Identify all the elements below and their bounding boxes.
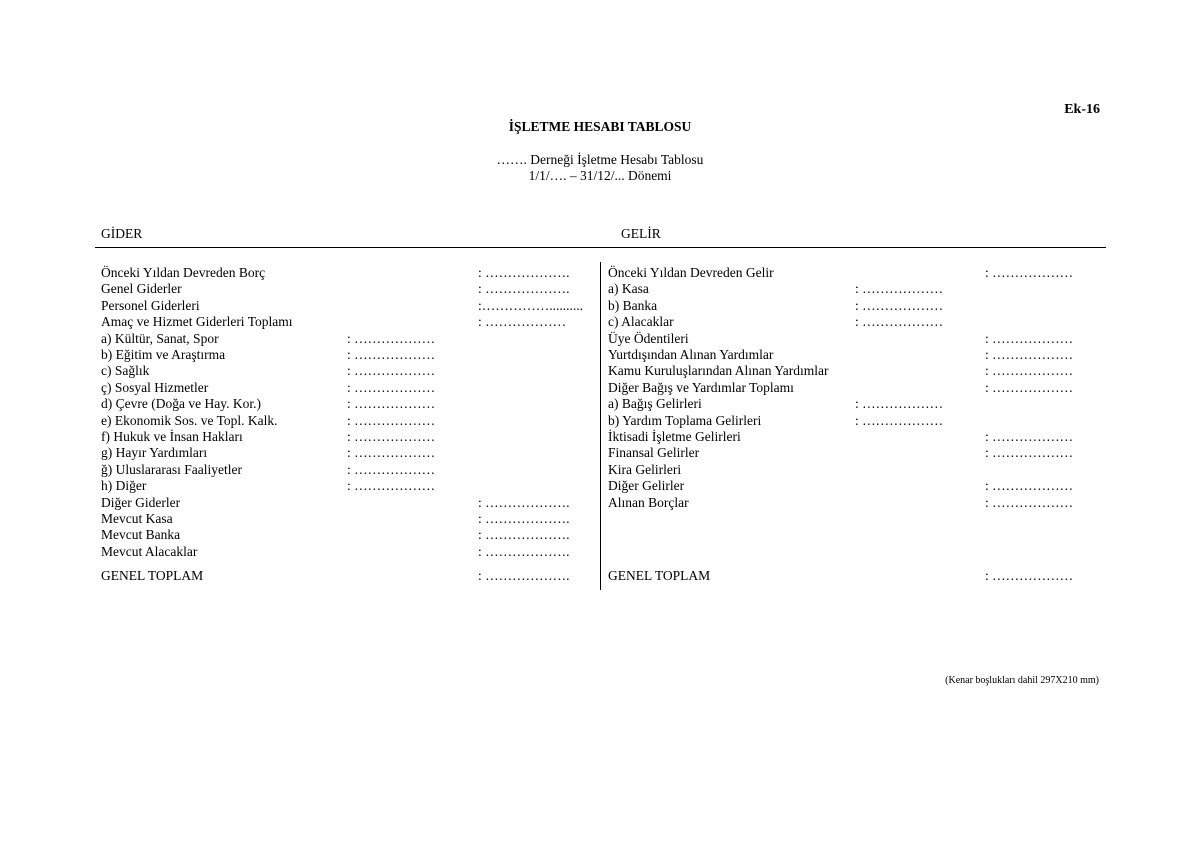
gelir-total-row bbox=[608, 568, 1088, 584]
gider-row bbox=[101, 363, 596, 379]
gider-row-amount-field[interactable]: :…………….......... bbox=[478, 297, 584, 313]
gelir-row-label: b) Yardım Toplama Gelirleri bbox=[608, 412, 762, 428]
gider-row-label: Mevcut Kasa bbox=[101, 511, 173, 526]
gelir-row bbox=[608, 396, 1088, 412]
gelir-row-label: Alınan Borçlar bbox=[608, 494, 689, 510]
gider-row-amount-field[interactable]: : ………………. bbox=[478, 511, 570, 526]
gelir-row-amount-field[interactable]: : ……………… bbox=[985, 363, 1074, 379]
gelir-row bbox=[608, 281, 1088, 297]
header-divider-line bbox=[95, 247, 1106, 248]
gider-row bbox=[101, 281, 596, 297]
gider-row bbox=[101, 462, 596, 478]
gider-row bbox=[101, 511, 596, 527]
gelir-row-label: Kamu Kuruluşlarından Alınan Yardımlar bbox=[608, 363, 829, 379]
gelir-column-heading: GELİR bbox=[621, 226, 661, 241]
gider-row-amount-field[interactable]: : ……………… bbox=[347, 461, 436, 477]
gider-row-label: f) Hukuk ve İnsan Hakları bbox=[101, 429, 243, 444]
gelir-row bbox=[608, 314, 1088, 330]
gelir-row-amount-field[interactable]: : ……………… bbox=[855, 412, 944, 428]
gider-row-amount-field[interactable]: : ……………… bbox=[347, 429, 436, 444]
gider-row bbox=[101, 445, 596, 461]
gider-row-label: Amaç ve Hizmet Giderleri Toplamı bbox=[101, 314, 293, 330]
gelir-row-amount-field[interactable]: : ……………… bbox=[855, 281, 944, 297]
gider-row-label: h) Diğer bbox=[101, 478, 147, 494]
gelir-row-amount-field[interactable]: : ……………… bbox=[985, 478, 1074, 494]
gelir-row-amount-field[interactable]: : ……………… bbox=[855, 297, 944, 313]
gider-row-amount-field[interactable]: : ………………. bbox=[478, 281, 570, 297]
gelir-row bbox=[608, 331, 1088, 347]
gider-row-amount-field[interactable]: : ……………… bbox=[347, 347, 436, 362]
gider-row bbox=[101, 413, 596, 429]
gider-row-label: Mevcut Alacaklar bbox=[101, 543, 198, 559]
gider-row-label: Personel Giderleri bbox=[101, 297, 200, 313]
gider-total-amount-field[interactable]: : ………………. bbox=[478, 568, 570, 583]
gelir-row-amount-field[interactable]: : ……………… bbox=[985, 379, 1074, 395]
gider-row-amount-field[interactable]: : ……………… bbox=[478, 314, 567, 330]
gelir-row bbox=[608, 495, 1088, 511]
gelir-row bbox=[608, 380, 1088, 396]
gelir-row bbox=[608, 413, 1088, 429]
gider-row-label: ç) Sosyal Hizmetler bbox=[101, 379, 209, 395]
gelir-row-label: Diğer Gelirler bbox=[608, 478, 685, 494]
gelir-row bbox=[608, 445, 1088, 461]
gelir-row-amount-field[interactable]: : ……………… bbox=[985, 330, 1074, 346]
gider-row-amount-field[interactable]: : ……………… bbox=[347, 478, 436, 494]
annex-number: Ek-16 bbox=[1064, 102, 1100, 117]
gelir-row-amount-field[interactable]: : ……………… bbox=[985, 429, 1074, 444]
gider-row-amount-field[interactable]: : ………………. bbox=[478, 265, 570, 280]
page-title: İŞLETME HESABI TABLOSU bbox=[508, 119, 692, 134]
gider-row bbox=[101, 380, 596, 396]
gider-row bbox=[101, 478, 596, 494]
gelir-row bbox=[608, 347, 1088, 363]
gelir-row-amount-field[interactable]: : ……………… bbox=[855, 314, 944, 330]
gider-row-amount-field[interactable]: : ……………… bbox=[347, 330, 436, 346]
gelir-row-label: Önceki Yıldan Devreden Gelir bbox=[608, 265, 774, 280]
gelir-row-label: Finansal Gelirler bbox=[608, 445, 700, 461]
gider-row-amount-field[interactable]: : ……………… bbox=[347, 363, 436, 379]
gider-row-amount-field[interactable]: : ………………. bbox=[478, 527, 570, 543]
gelir-total-label: GENEL TOPLAM bbox=[608, 568, 711, 583]
gelir-row-label: a) Kasa bbox=[608, 281, 649, 297]
gider-row-label: e) Ekonomik Sos. ve Topl. Kalk. bbox=[101, 412, 278, 428]
gelir-row-label: Kira Gelirleri bbox=[608, 461, 682, 477]
gelir-row-label: c) Alacaklar bbox=[608, 314, 674, 330]
column-divider-line bbox=[600, 262, 601, 590]
gider-row-amount-field[interactable]: : ……………… bbox=[347, 379, 436, 395]
page-size-note: (Kenar boşlukları dahil 297X210 mm) bbox=[945, 675, 1099, 686]
gelir-row-label: a) Bağış Gelirleri bbox=[608, 396, 702, 412]
gelir-row bbox=[608, 478, 1088, 494]
gelir-row bbox=[608, 462, 1088, 478]
gider-row bbox=[101, 527, 596, 543]
gelir-row bbox=[608, 429, 1088, 445]
gider-row bbox=[101, 331, 596, 347]
gider-row-label: g) Hayır Yardımları bbox=[101, 445, 208, 461]
gelir-row-amount-field[interactable]: : ……………… bbox=[855, 396, 944, 412]
gider-row-amount-field[interactable]: : ……………… bbox=[347, 445, 436, 461]
gelir-row-amount-field[interactable]: : ……………… bbox=[985, 347, 1074, 362]
subtitle-period: 1/1/…. – 31/12/... Dönemi bbox=[528, 168, 672, 183]
gelir-row-amount-field[interactable]: : ……………… bbox=[985, 494, 1074, 510]
gider-row-amount-field[interactable]: : ……………… bbox=[347, 412, 436, 428]
gelir-row-amount-field[interactable]: : ……………… bbox=[985, 265, 1074, 280]
gider-row bbox=[101, 265, 596, 281]
gelir-row-label: Üye Ödentileri bbox=[608, 330, 689, 346]
gider-row-label: Genel Giderler bbox=[101, 281, 182, 297]
gider-row bbox=[101, 495, 596, 511]
gider-row bbox=[101, 544, 596, 560]
gelir-row-label: İktisadi İşletme Gelirleri bbox=[608, 429, 741, 444]
gider-row-amount-field[interactable]: : ………………. bbox=[478, 494, 570, 510]
gider-total-row bbox=[101, 568, 596, 584]
gelir-row bbox=[608, 363, 1088, 379]
gider-row-amount-field[interactable]: : ………………. bbox=[478, 543, 570, 559]
gider-row-label: Önceki Yıldan Devreden Borç bbox=[101, 265, 266, 280]
gelir-row bbox=[608, 298, 1088, 314]
gider-row-label: c) Sağlık bbox=[101, 363, 150, 379]
gider-row bbox=[101, 314, 596, 330]
gider-row-label: ğ) Uluslararası Faaliyetler bbox=[101, 461, 242, 477]
gider-row-label: Mevcut Banka bbox=[101, 527, 181, 543]
gider-row-label: Diğer Giderler bbox=[101, 494, 181, 510]
gelir-row-label: Yurtdışından Alınan Yardımlar bbox=[608, 347, 774, 362]
gider-column-heading: GİDER bbox=[101, 226, 143, 241]
gider-row bbox=[101, 429, 596, 445]
gider-row-label: a) Kültür, Sanat, Spor bbox=[101, 330, 219, 346]
gider-row-label: d) Çevre (Doğa ve Hay. Kor.) bbox=[101, 396, 261, 412]
subtitle-association: ……. Derneği İşletme Hesabı Tablosu bbox=[496, 152, 704, 167]
gider-row bbox=[101, 396, 596, 412]
gider-total-label: GENEL TOPLAM bbox=[101, 568, 204, 583]
gelir-row-amount-field[interactable]: : ……………… bbox=[985, 445, 1074, 461]
gider-row bbox=[101, 347, 596, 363]
gider-row bbox=[101, 298, 596, 314]
gelir-row-label: b) Banka bbox=[608, 297, 658, 313]
gelir-row-label: Diğer Bağış ve Yardımlar Toplamı bbox=[608, 379, 794, 395]
gider-row-label: b) Eğitim ve Araştırma bbox=[101, 347, 226, 362]
gelir-total-amount-field[interactable]: : ……………… bbox=[985, 568, 1074, 583]
gider-row-amount-field[interactable]: : ……………… bbox=[347, 396, 436, 412]
gelir-row bbox=[608, 265, 1088, 281]
